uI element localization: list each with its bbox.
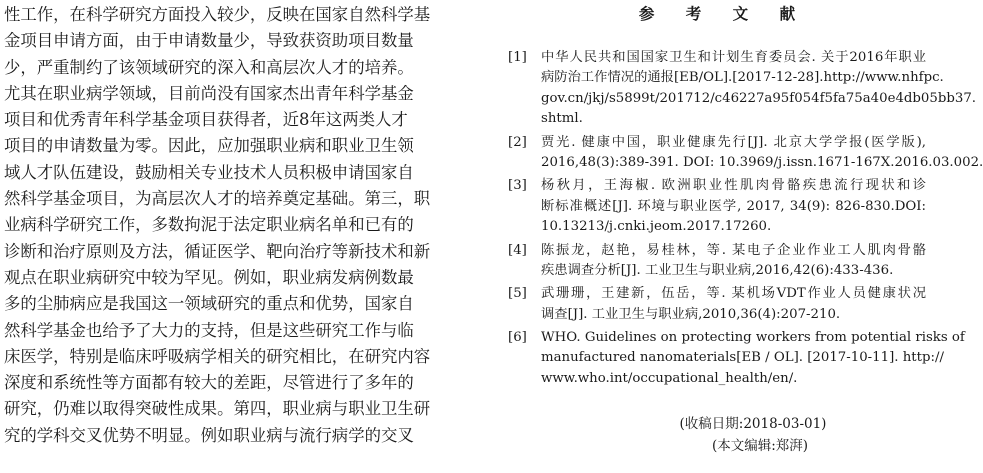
body-text-line: 然科学基金项目，为高层次人才的培养奠定基础。第三，职 <box>4 189 431 209</box>
reference-line: WHO. Guidelines on protecting workers from potential risks of <box>541 330 965 346</box>
body-text-line: 项目和优秀青年科学基金项目获得者，近8年这两类人才 <box>4 110 408 130</box>
body-text-column <box>4 2 444 449</box>
reference-line: 中华人民共和国国家卫生和计划生育委员会. 关于2016年职业 <box>541 50 926 65</box>
editor-credit: (本文编辑:郑湃) <box>711 438 809 454</box>
reference-item <box>508 284 926 325</box>
reference-item <box>508 176 926 237</box>
body-text-line: 究的学科交叉优势不明显。例如职业病与流行病学的交叉 <box>4 425 414 445</box>
article-footer <box>508 413 926 457</box>
reference-line: 疾患调查分析[J]. 工业卫生与职业病,2016,42(6):433-436. <box>541 262 894 278</box>
reference-line: 贾光. 健康中国，职业健康先行[J]. 北京大学学报(医学版), <box>541 134 926 150</box>
body-text-line: 项目的申请数量为零。因此，应加强职业病和职业卫生领 <box>4 136 414 156</box>
reference-number: [5] <box>508 286 527 302</box>
reference-item <box>508 133 983 174</box>
reference-number: [3] <box>508 178 527 194</box>
body-text-line: 床医学，特别是临床呼吸病学相关的研究相比，在研究内容 <box>4 346 431 366</box>
body-text-line: 域人才队伍建设，鼓励相关专业技术人员积极申请国家自 <box>4 162 414 182</box>
body-text-line: 尤其在职业病学领域，目前尚没有国家杰出青年科学基金 <box>4 83 414 103</box>
reference-line: 10.13213/j.cnki.jeom.2017.17260. <box>541 219 772 235</box>
reference-item <box>508 48 977 130</box>
received-date: (收稿日期:2018-03-01) <box>679 416 827 432</box>
reference-line: shtml. <box>541 111 583 127</box>
reference-number: [2] <box>508 134 527 150</box>
reference-line: 病防治工作情况的通报[EB/OL].[2017-12-28].http://www.nhfpc. <box>541 70 944 86</box>
reference-line: 杨秋月，王海椒. 欧洲职业性肌肉骨骼疾患流行现状和诊 <box>541 178 926 194</box>
body-text-line: 金项目申请方面，由于申请数量少，导致获资助项目数量 <box>4 31 414 51</box>
reference-item <box>508 328 965 389</box>
body-text-line: 业病科学研究工作，多数拘泥于法定职业病名单和已有的 <box>4 215 414 235</box>
references-heading: 参 考 文 献 <box>638 4 809 23</box>
reference-line: 2016,48(3):389-391. DOI: 10.3969/j.issn.1671-167X.2016.03.002. <box>541 154 983 170</box>
body-text-line: 诊断和治疗原则及方法，循证医学、靶向治疗等新技术和新 <box>4 241 431 261</box>
references-column <box>508 0 983 392</box>
reference-line: 陈振龙，赵艳，易桂林，等. 某电子企业作业工人肌肉骨骼 <box>541 242 926 258</box>
body-text-line: 多的尘肺病应是我国这一领域研究的重点和优势，国家自 <box>4 294 414 314</box>
reference-number: [6] <box>508 330 527 346</box>
body-text-line: 性工作，在科学研究方面投入较少，反映在国家自然科学基 <box>4 5 431 24</box>
reference-line: 调查[J]. 工业卫生与职业病,2010,36(4):207-210. <box>541 306 841 322</box>
reference-number: [1] <box>508 50 527 65</box>
reference-line: manufactured nanomaterials[EB / OL]. [2017-10-11]. http:// <box>541 350 944 366</box>
reference-item <box>508 241 926 282</box>
body-text-line: 少，严重制约了该领域研究的深入和高层次人才的培养。 <box>4 57 414 77</box>
reference-line: 武珊珊，王建新，伍岳，等. 某机场VDT作业人员健康状况 <box>541 286 926 302</box>
body-text-line: 观点在职业病研究中较为罕见。例如，职业病发病例数最 <box>4 267 414 287</box>
body-text-line: 然科学基金也给予了大力的支持，但是这些研究工作与临 <box>4 320 414 340</box>
reference-number: [4] <box>508 242 527 258</box>
body-text-line: 深度和系统性等方面都有较大的差距，尽管进行了多年的 <box>4 373 414 393</box>
body-text-line: 研究，仍难以取得突破性成果。第四，职业病与职业卫生研 <box>4 399 431 419</box>
reference-line: www.who.int/occupational_health/en/. <box>541 370 798 386</box>
reference-line: gov.cn/jkj/s5899t/201712/c46227a95f054f5fa75a40e4db05bb37. <box>541 90 977 106</box>
reference-line: 断标准概述[J]. 环境与职业医学, 2017, 34(9): 826-830.DOI: <box>541 198 926 214</box>
